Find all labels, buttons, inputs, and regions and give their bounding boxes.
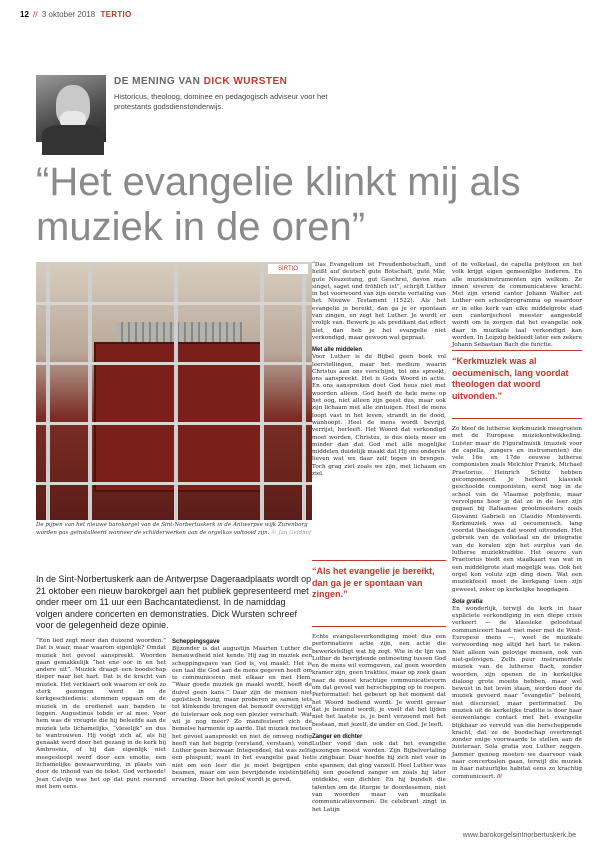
footer-url: www.barokorgelsintnorbertuskerk.be bbox=[462, 832, 576, 839]
page-header bbox=[20, 8, 580, 22]
pullquote-rule bbox=[452, 418, 582, 419]
author-name: DICK WURSTEN bbox=[203, 76, 288, 87]
body-paragraph: Echte evangelieverkondiging moet dus een performatieve actie zijn, een actie die bewerkstelligt wat hij zegt. Wie in de lijn van Luther de bevrijdende ontmoeting tussen God en de mens wil vormgeven, zal geen woorden kramer zijn, geen trakties, maar op zoek gaan naar de meest krachtige communicatievorm om dat gevoel van herschepping op te roepen. Performatief: het gebeurt op het moment dat het Woord bediend wordt. Je wordt gevaar dat je bemind wordt, je voelt dat het lijden niet het laatste is, je bent verzoend met het bestaan, met jezelf, de ander en God. Je leeft. bbox=[312, 634, 446, 728]
pullquote-rule bbox=[312, 626, 446, 627]
body-paragraph: “Das Evangelium ist Freudenbotschaft, und heißt auf deutsch gute Botschaft, gute Mär, gute Neuzeitung, gut Geschrei, davon man singet, saget und fröhlich ist”, schrijft Luther in het voorwoord van zijn eerste vertaling van het Nieuwe Testament (1522). Als het evangelie je bereikt, dan ga je er spontaan van zingen, en zegt het Luther. Je wordt er vrolijk van. Bewerk je als predikant dat effect niet, dan heb je het evangelie niet verkondigd, maar gewoon wat gepraat. bbox=[312, 262, 446, 341]
subheading-scheppingsgave: Scheppingsgave bbox=[172, 639, 220, 645]
pullquote-left: “Als het evangelie je bereikt, dan ga je er spontaan van zingen.” bbox=[312, 566, 435, 599]
author-portrait bbox=[36, 75, 106, 142]
body-column-4 bbox=[452, 262, 582, 349]
closing-paragraph: En wonderlijk, terwijl de kerk in haar expliciete verkondiging in een diepe crisis verkeert — de klassieke geloofstaal communiceert haast niet meer met de West-Europese mens —, weet de muzikale verwoording nog altijd het hart te raken. Niet alleen van gelovige mensen, ook van niet-gelovigen. Zelfs puur instrumentele muziek van de lutherse Bach, zonder woorden, zijn openen de in kerkelijke dialoog grote moeite hebben, maar wel bewust in het leven staan, worden door de muziek gevoerd naar “evangelie” beleefd, niet discursief, maar performatief. De muziek uit de kerkelijke traditie is door haar eeuwenlange contact met het evangelie blijkbaar zo vervuld van die herscheppende kracht, dat ze de boodschap overbrengt zonder enige voorwaarde te stellen aan de luisteraar. Sola gratia zou Luther zeggen. Jammer genoeg moeten we daarvoor vaak naar concertzalen gaan, terwijl die muziek in haar natuurlijke habitat eens zo krachtig communiceert. bbox=[452, 605, 582, 780]
body-column-2 bbox=[172, 638, 312, 823]
article-intro: In de Sint-Norbertuskerk aan de Antwerpse Dageraadplaats wordt op 21 oktober een nieuw barokorgel aan het publiek gepresenteerd met onder meer om 11 uur een Bachcantatedienst. In de namiddag volgen andere concerten en demonstraties. Dick Wursten schreef voor de gelegenheid deze opinie. bbox=[36, 574, 312, 631]
organ-photo bbox=[36, 262, 312, 520]
pullquote-rule bbox=[312, 560, 446, 561]
author-bio: Historicus, theoloog, dominee en pedagogisch adviseur voor het protestants godsdienstonderwijs. bbox=[114, 92, 328, 111]
body-paragraph: Voor Luther is de Bijbel geen boek vol leerstellingen, maar het medium waarin Christus aan ons verschijnt, tot ons spreekt, ons aanspreekt. Het is Gods Woord in actie. En ons aanspreken doet God heus niet met woorden alleen. God heeft de hele mens op het oog, niet alleen zijn geest dus, maar ook zijn lichaam met alle zintuigen. Heel de mens loopt vast in het leven, strandt in de dood, wanhoopt. Heel de mens wordt bevrijd, verrijst, herleeft. Het Woord dat verkondigd moet worden, Christus, is dus niets meer en minder dan dat God met alle mogelijke middelen duidelijk maakt dat Hij ons onderste lieven wat we daar zelf tegen in brengen. Toch grag ziet zoals we zijn, met lichaam en ziel. bbox=[312, 354, 446, 478]
page-number: 12 bbox=[20, 10, 29, 19]
end-mark: /// bbox=[497, 773, 502, 780]
pullquote-right: “Kerkmuziek was al oecumenisch, lang voordat theologen dat woord uitvonden.” bbox=[452, 356, 569, 401]
photo-credit: © Jan Geldhof bbox=[271, 529, 312, 536]
caption-text: De pijpen van het nieuwe barokorgel van de Sint-Norbertuskerk in de Antwerpse wijk Zurenborg worden pas geïnstalleerd wanneer de schilderwerken aan de orgelkas voltooid zijn. bbox=[36, 522, 308, 536]
body-paragraph bbox=[452, 606, 582, 781]
body-paragraph: of de volkstaal, de capella polyfoon en het volk krijgt eigen gemeenlijke liederen. En alle muziekinstrumenten zijn welkom. Ze innen siveren de communicatieve kracht. Met zijn vriend cantor Johann Walter zet Luther een schoolprogramma op waardoor er in elke kerk van elke middelgrote stad een cantorijschool meester aangesteld wordt om te zorgen dat het evangelie ook daar in muzikale taal verkondigd kan worden. In Leipzig bekleedt later een zekere Johann Sebastian Bach die functie. bbox=[452, 262, 582, 349]
body-column-4b bbox=[452, 426, 582, 826]
opinion-label bbox=[114, 76, 287, 87]
body-paragraph: “Een lied zegt meer dan duizend woorden.” Dat is waar, maar waarom eigenlijk? Omdat muziek het gevoel aanspreekt. Woorden gaan gemakkelijk “het ene oor in en het andere uit”. Muziek draagt een boodschap dieper naar het hart. Dat is de kracht van muziek. Het verklaart ook waarom er ook zo sterk gezongen werd in de kerkgeschiedenis: stemmen opgaan om de muziek in de eredienst aan banden te leggen. Augustinus tobde er al mee. Voor hem was de vreugde die hij beleefde aan de muziek iets lichamelijks, “vleselijk” en dus te wantrouwen. Hij voogt zich af, als hij genaakt werd door het gezang in de kerk bij Ambrosius, of hij dan eigenlijk niet meegesleept werd door een emotie, een lichamelijke gewaarwording, in plaats van door de inhoud van de tekst. God verhoede! Jean Calvijn was het op dat punt roerend met hem eens. bbox=[36, 638, 166, 790]
body-paragraph: Luther vond dan ook dat het evangelie gezongen moest worden. Zijn Bijbelvertaling is zingbaar. Daar hoefde hij zich niet voor in te spannen, dat ging vanzelf. Heel Luther was hij een geoefend zanger en zoals hij later ontdekte, een dichter. En hij bundelt die talenten om de liturgie te doordesemen, niet van woorden maar van muzikale communicatievormen. De celebrant zingt in het Latijn bbox=[312, 740, 446, 813]
body-column-3 bbox=[312, 262, 446, 557]
issue-date: 3 oktober 2018 bbox=[41, 10, 96, 19]
subheading-met-alle-middelen: Met alle middelen bbox=[312, 347, 363, 354]
pullquote-rule bbox=[452, 350, 582, 351]
subheading-sola-gratia: Sola gratia bbox=[452, 598, 483, 605]
subheading-zanger-en-dichter: Zanger en dichter bbox=[312, 733, 363, 740]
body-column-3b bbox=[312, 634, 446, 823]
body-column-1 bbox=[36, 638, 166, 823]
publication-name: TERTIO bbox=[100, 10, 132, 19]
body-paragraph: Zo bleef de lutherse kerkmuziek meegroeien met de Europese muziekontwikkeling. Luister maar de Figuralmusik (muziek voor de capella, zangers en instrumenten) die vele 16e en 17de eeuwse lutherse componisten zoals Melchior Franck, Michael Praetorius, Heinrich Schütz hebben gecomponeerd. Je herkent klassiek geschoolde componisten, eerst nog in de school van de Vlaamse polyfonie, maar vervolgens hoor je dat ze in de leer zijn gegaan bij Italiaanse grootmeesters zoals Giovanni Gabrieli en Claudio Monteverdi. Kerkmuziek was al oecumenisch, lang voordat theologen dat woord uitvonden. Het gebruik van de volkstaal en de integratie van de koralen zijn het surplus van de lutherse muziektraditie. Het oeuvre van Praetorius biedt een staalkaart van wat in een middelgrote stad mogelijk was. Ook het orgel kon volutz zijn ding doen. Wat een muziekfeest moet de kerkgang toen zijn geweest, zeker op kerkelijke hoogdagen. bbox=[452, 426, 582, 593]
scaffold-sign: SIRTIO bbox=[268, 264, 308, 274]
body-paragraph: Bijzonder is dat augustijn Maarten Luther die benauwdheid niet kende. Hij zag in muziek een scheppingsgave van God is, vol maakt. Het is een taal die God aan de mens gegeven heeft om te communiceren met elkaar en met Hem. “Waar goede muziek ge maakt wordt, heeft de duivel geen kans.” Daar zijn de mensen niet egoïstisch bezig, maar proberen ze samen iets tot klinkende brengen dat hemzelf overstijgt en de luisteraar ook nog een plezier verschaft. Wat wil je nog meer? Zo manifesteert zich de hemelse harmonie op aarde. Dat muziek meteen het gevoel aanspreekt en niet de omweg nodig heeft van het begrip (verstand, verstaan), vond Luther geen bezwaar. Integendeel, dat was zelfs een pluspunt, want in het evangelie gaat het niet om een leer die je moet begrijpen en beamen, maar om een bevrijdende existentiële ervaring. Door het geloof wordt je gered. bbox=[172, 646, 312, 784]
header-separator: // bbox=[33, 10, 38, 19]
opinion-prefix: DE MENING VAN bbox=[114, 76, 201, 87]
headline: “Het evangelie klinkt mij als muziek in de oren” bbox=[36, 160, 521, 249]
photo-caption bbox=[36, 522, 312, 537]
